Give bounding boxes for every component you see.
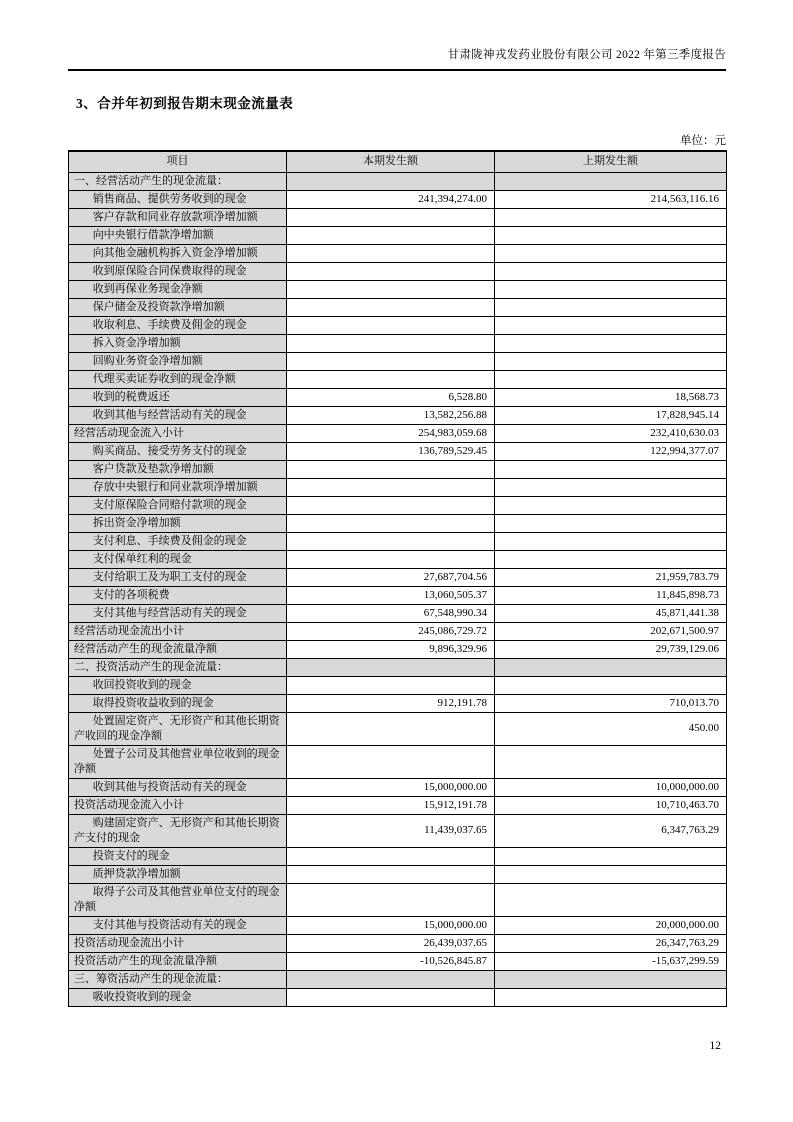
current-period-value: 13,582,256.88 [287, 406, 495, 424]
table-row [69, 244, 727, 262]
table-row [69, 460, 727, 478]
current-period-value [287, 208, 495, 226]
current-period-value [287, 550, 495, 568]
table-row [69, 514, 727, 532]
row-label: 经营活动现金流入小计 [69, 424, 287, 442]
current-period-value [287, 514, 495, 532]
row-label: 支付其他与经营活动有关的现金 [69, 604, 287, 622]
prior-period-value: 18,568.73 [495, 388, 727, 406]
prior-period-value [495, 370, 727, 388]
current-period-value [287, 988, 495, 1006]
prior-period-value [495, 532, 727, 550]
current-period-value: 11,439,037.65 [287, 814, 495, 847]
table-row [69, 970, 727, 988]
row-label: 取得子公司及其他营业单位支付的现金净额 [69, 883, 287, 916]
table-row [69, 172, 727, 190]
row-label: 客户存款和同业存放款项净增加额 [69, 208, 287, 226]
current-period-value: 245,086,729.72 [287, 622, 495, 640]
row-label: 拆入资金净增加额 [69, 334, 287, 352]
table-row [69, 916, 727, 934]
column-header-current-period: 本期发生额 [287, 151, 495, 172]
prior-period-value: -15,637,299.59 [495, 952, 727, 970]
prior-period-value [495, 496, 727, 514]
row-label: 支付其他与投资活动有关的现金 [69, 916, 287, 934]
row-label: 一、经营活动产生的现金流量： [69, 172, 287, 190]
table-row [69, 406, 727, 424]
current-period-value: 27,687,704.56 [287, 568, 495, 586]
row-label: 拆出资金净增加额 [69, 514, 287, 532]
row-label: 代理买卖证券收到的现金净额 [69, 370, 287, 388]
row-label: 收到原保险合同保费取得的现金 [69, 262, 287, 280]
prior-period-value: 214,563,116.16 [495, 190, 727, 208]
section-title: 3、合并年初到报告期末现金流量表 [76, 96, 294, 111]
prior-period-value: 232,410,630.03 [495, 424, 727, 442]
prior-period-value: 710,013.70 [495, 694, 727, 712]
prior-period-value [495, 676, 727, 694]
current-period-value [287, 244, 495, 262]
current-period-value: 15,000,000.00 [287, 916, 495, 934]
table-row [69, 796, 727, 814]
row-label: 投资活动现金流出小计 [69, 934, 287, 952]
table-row [69, 388, 727, 406]
table-header-row [69, 151, 727, 172]
current-period-value [287, 970, 495, 988]
row-label: 投资支付的现金 [69, 847, 287, 865]
current-period-value [287, 352, 495, 370]
table-row [69, 226, 727, 244]
prior-period-value [495, 316, 727, 334]
table-row [69, 550, 727, 568]
row-label: 存放中央银行和同业款项净增加额 [69, 478, 287, 496]
prior-period-value: 17,828,945.14 [495, 406, 727, 424]
prior-period-value [495, 883, 727, 916]
row-label: 收取利息、手续费及佣金的现金 [69, 316, 287, 334]
table-row [69, 622, 727, 640]
current-period-value [287, 316, 495, 334]
prior-period-value [495, 865, 727, 883]
table-row [69, 316, 727, 334]
row-label: 支付保单红利的现金 [69, 550, 287, 568]
table-row [69, 370, 727, 388]
table-row [69, 352, 727, 370]
document-header: 甘肃陇神戎发药业股份有限公司 2022 年第三季度报告 [447, 49, 726, 61]
prior-period-value [495, 244, 727, 262]
row-label: 经营活动现金流出小计 [69, 622, 287, 640]
current-period-value [287, 172, 495, 190]
table-row [69, 280, 727, 298]
table-row [69, 658, 727, 676]
page-number: 12 [709, 1040, 721, 1052]
row-label: 支付给职工及为职工支付的现金 [69, 568, 287, 586]
current-period-value [287, 262, 495, 280]
current-period-value: 912,191.78 [287, 694, 495, 712]
row-label: 收到的税费返还 [69, 388, 287, 406]
table-row [69, 778, 727, 796]
prior-period-value [495, 208, 727, 226]
table-row [69, 586, 727, 604]
current-period-value: 26,439,037.65 [287, 934, 495, 952]
prior-period-value [495, 262, 727, 280]
current-period-value: -10,526,845.87 [287, 952, 495, 970]
table-row [69, 442, 727, 460]
cashflow-table [68, 150, 727, 1007]
current-period-value [287, 334, 495, 352]
header-divider [68, 69, 726, 71]
unit-label: 单位：元 [680, 135, 726, 147]
current-period-value [287, 883, 495, 916]
prior-period-value [495, 988, 727, 1006]
row-label: 支付的各项税费 [69, 586, 287, 604]
table-row [69, 496, 727, 514]
table-row [69, 532, 727, 550]
table-row [69, 604, 727, 622]
prior-period-value [495, 658, 727, 676]
prior-period-value: 6,347,763.29 [495, 814, 727, 847]
prior-period-value [495, 550, 727, 568]
prior-period-value [495, 460, 727, 478]
prior-period-value: 10,710,463.70 [495, 796, 727, 814]
current-period-value [287, 298, 495, 316]
row-label: 收到其他与经营活动有关的现金 [69, 406, 287, 424]
current-period-value [287, 847, 495, 865]
prior-period-value: 20,000,000.00 [495, 916, 727, 934]
table-row [69, 694, 727, 712]
table-row [69, 424, 727, 442]
prior-period-value [495, 970, 727, 988]
prior-period-value [495, 334, 727, 352]
current-period-value: 136,789,529.45 [287, 442, 495, 460]
prior-period-value [495, 847, 727, 865]
current-period-value [287, 226, 495, 244]
prior-period-value [495, 298, 727, 316]
table-row [69, 814, 727, 847]
row-label: 投资活动产生的现金流量净额 [69, 952, 287, 970]
row-label: 回购业务资金净增加额 [69, 352, 287, 370]
prior-period-value [495, 514, 727, 532]
prior-period-value: 10,000,000.00 [495, 778, 727, 796]
prior-period-value [495, 226, 727, 244]
current-period-value [287, 460, 495, 478]
table-body [69, 172, 727, 1006]
current-period-value: 241,394,274.00 [287, 190, 495, 208]
row-label: 三、筹资活动产生的现金流量： [69, 970, 287, 988]
row-label: 客户贷款及垫款净增加额 [69, 460, 287, 478]
row-label: 支付利息、手续费及佣金的现金 [69, 532, 287, 550]
table-header [69, 151, 727, 172]
row-label: 销售商品、提供劳务收到的现金 [69, 190, 287, 208]
row-label: 投资活动现金流入小计 [69, 796, 287, 814]
current-period-value [287, 745, 495, 778]
current-period-value [287, 532, 495, 550]
column-header-item: 项目 [69, 151, 287, 172]
row-label: 处置固定资产、无形资产和其他长期资产收回的现金净额 [69, 712, 287, 745]
table-row [69, 478, 727, 496]
current-period-value: 254,983,059.68 [287, 424, 495, 442]
table-row [69, 934, 727, 952]
current-period-value: 9,896,329.96 [287, 640, 495, 658]
table-row [69, 640, 727, 658]
row-label: 经营活动产生的现金流量净额 [69, 640, 287, 658]
prior-period-value [495, 172, 727, 190]
table-row [69, 190, 727, 208]
current-period-value: 15,912,191.78 [287, 796, 495, 814]
prior-period-value [495, 478, 727, 496]
row-label: 二、投资活动产生的现金流量： [69, 658, 287, 676]
current-period-value [287, 658, 495, 676]
row-label: 购建固定资产、无形资产和其他长期资产支付的现金 [69, 814, 287, 847]
current-period-value: 6,528.80 [287, 388, 495, 406]
row-label: 质押贷款净增加额 [69, 865, 287, 883]
table-row [69, 208, 727, 226]
table-row [69, 334, 727, 352]
prior-period-value [495, 352, 727, 370]
row-label: 保户储金及投资款净增加额 [69, 298, 287, 316]
row-label: 取得投资收益收到的现金 [69, 694, 287, 712]
table-row [69, 262, 727, 280]
column-header-prior-period: 上期发生额 [495, 151, 727, 172]
row-label: 吸收投资收到的现金 [69, 988, 287, 1006]
current-period-value [287, 478, 495, 496]
prior-period-value: 122,994,377.07 [495, 442, 727, 460]
row-label: 收回投资收到的现金 [69, 676, 287, 694]
row-label: 收到其他与投资活动有关的现金 [69, 778, 287, 796]
prior-period-value: 11,845,898.73 [495, 586, 727, 604]
prior-period-value: 450.00 [495, 712, 727, 745]
table-row [69, 847, 727, 865]
current-period-value [287, 676, 495, 694]
table-row [69, 745, 727, 778]
current-period-value [287, 370, 495, 388]
current-period-value [287, 712, 495, 745]
current-period-value: 13,060,505.37 [287, 586, 495, 604]
current-period-value [287, 865, 495, 883]
table-row [69, 298, 727, 316]
current-period-value [287, 496, 495, 514]
table-row [69, 988, 727, 1006]
prior-period-value: 21,959,783.79 [495, 568, 727, 586]
row-label: 处置子公司及其他营业单位收到的现金净额 [69, 745, 287, 778]
row-label: 收到再保业务现金净额 [69, 280, 287, 298]
table-row [69, 865, 727, 883]
current-period-value: 67,548,990.34 [287, 604, 495, 622]
row-label: 向中央银行借款净增加额 [69, 226, 287, 244]
prior-period-value [495, 280, 727, 298]
row-label: 向其他金融机构拆入资金净增加额 [69, 244, 287, 262]
row-label: 购买商品、接受劳务支付的现金 [69, 442, 287, 460]
current-period-value [287, 280, 495, 298]
prior-period-value: 45,871,441.38 [495, 604, 727, 622]
row-label: 支付原保险合同赔付款项的现金 [69, 496, 287, 514]
prior-period-value: 29,739,129.06 [495, 640, 727, 658]
table-row [69, 883, 727, 916]
prior-period-value: 202,671,500.97 [495, 622, 727, 640]
table-row [69, 568, 727, 586]
table-row [69, 712, 727, 745]
prior-period-value [495, 745, 727, 778]
current-period-value: 15,000,000.00 [287, 778, 495, 796]
prior-period-value: 26,347,763.29 [495, 934, 727, 952]
table-row [69, 952, 727, 970]
table-row [69, 676, 727, 694]
